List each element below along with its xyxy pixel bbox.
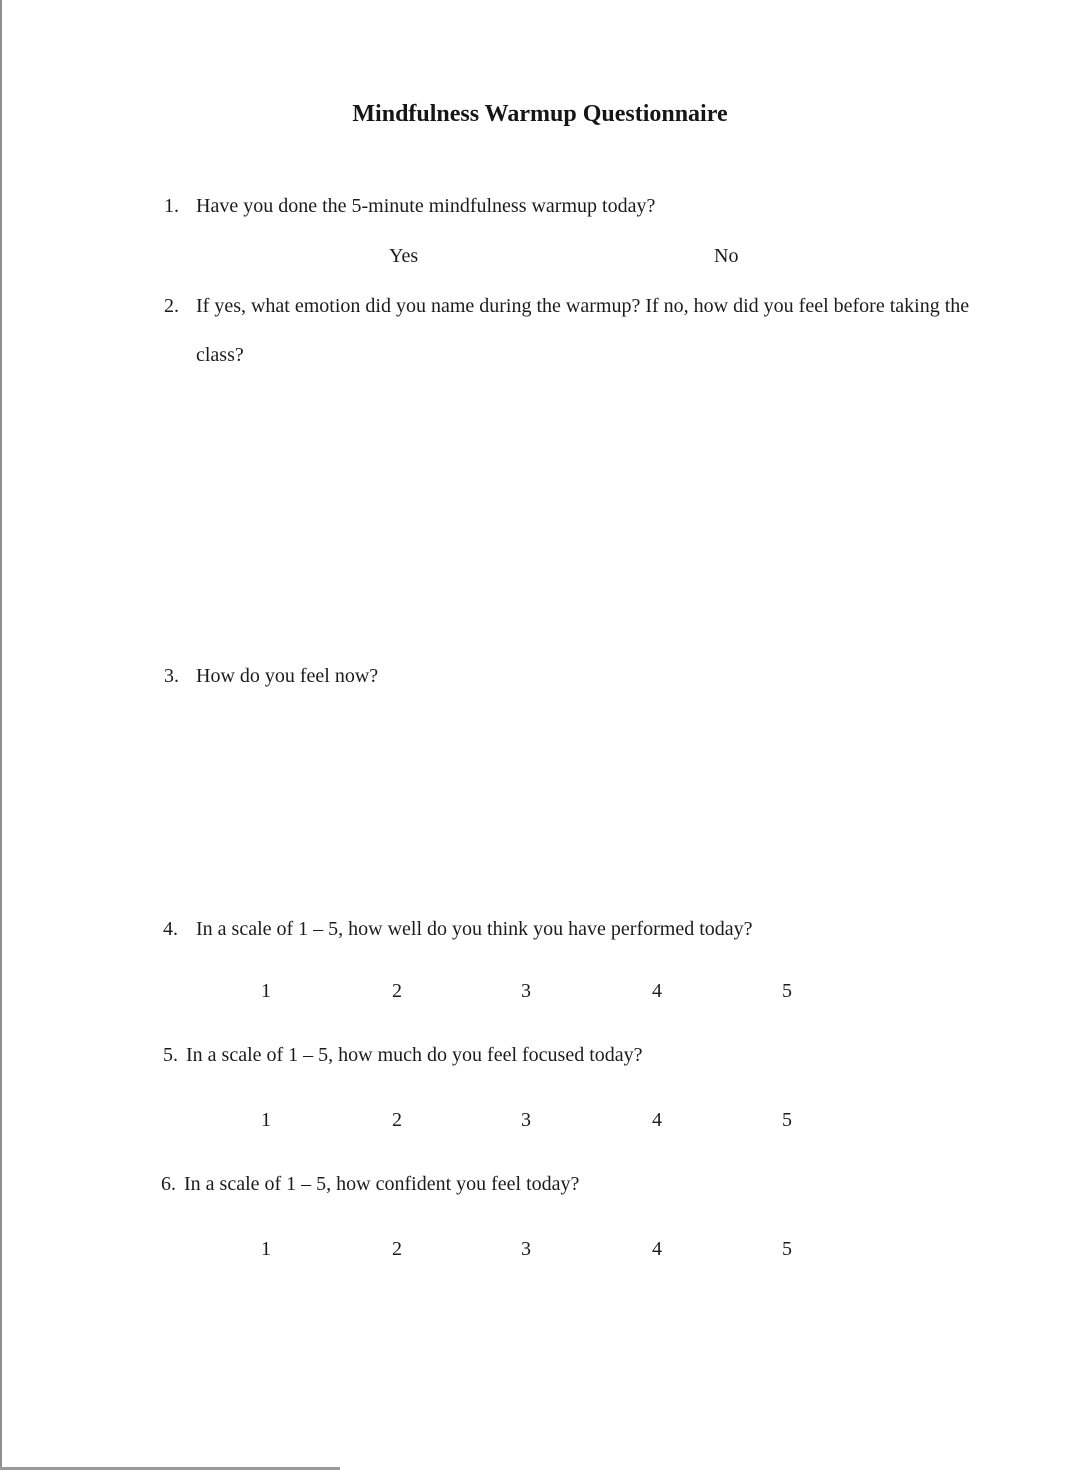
scale-option-2[interactable]: 2 [392,1238,402,1260]
option-no[interactable]: No [714,245,739,267]
scale-option-1[interactable]: 1 [261,1109,271,1131]
question-2-text: If yes, what emotion did you name during the warmup? If no, how did you feel before taking the class? [196,295,970,366]
question-4-text: In a scale of 1 – 5, how well do you think you have performed today? [196,918,753,940]
scale-option-4[interactable]: 4 [652,1109,662,1131]
scale-option-3[interactable]: 3 [521,1238,531,1260]
scale-option-3[interactable]: 3 [521,1109,531,1131]
scale-option-5[interactable]: 5 [782,1238,792,1260]
document-title: Mindfulness Warmup Questionnaire [352,101,728,127]
question-5 [163,1031,976,1080]
option-yes[interactable]: Yes [389,245,419,267]
scale-option-4[interactable]: 4 [652,980,662,1002]
scale-option-2[interactable]: 2 [392,1109,402,1131]
question-6-scale [0,1225,1080,1274]
question-4-scale [0,967,1080,1016]
question-1 [164,182,976,231]
scale-option-1[interactable]: 1 [261,980,271,1002]
question-3-text: How do you feel now? [196,665,379,687]
question-3-number: 3. [164,665,179,687]
question-1-number: 1. [164,195,179,217]
question-4 [163,905,976,954]
scale-option-5[interactable]: 5 [782,1109,792,1131]
question-6-text: In a scale of 1 – 5, how confident you feel today? [184,1173,580,1195]
scale-option-2[interactable]: 2 [392,980,402,1002]
question-4-number: 4. [163,918,178,940]
question-2 [164,282,976,380]
question-2-number: 2. [164,295,179,317]
scale-option-4[interactable]: 4 [652,1238,662,1260]
question-6-number: 6. [161,1173,176,1195]
scale-option-1[interactable]: 1 [261,1238,271,1260]
scale-option-3[interactable]: 3 [521,980,531,1002]
question-6 [161,1160,974,1209]
question-3 [164,652,976,701]
question-5-number: 5. [163,1044,178,1066]
question-1-text: Have you done the 5-minute mindfulness warmup today? [196,195,656,217]
scale-option-5[interactable]: 5 [782,980,792,1002]
question-5-text: In a scale of 1 – 5, how much do you feel focused today? [186,1044,643,1066]
question-5-scale [0,1096,1080,1145]
